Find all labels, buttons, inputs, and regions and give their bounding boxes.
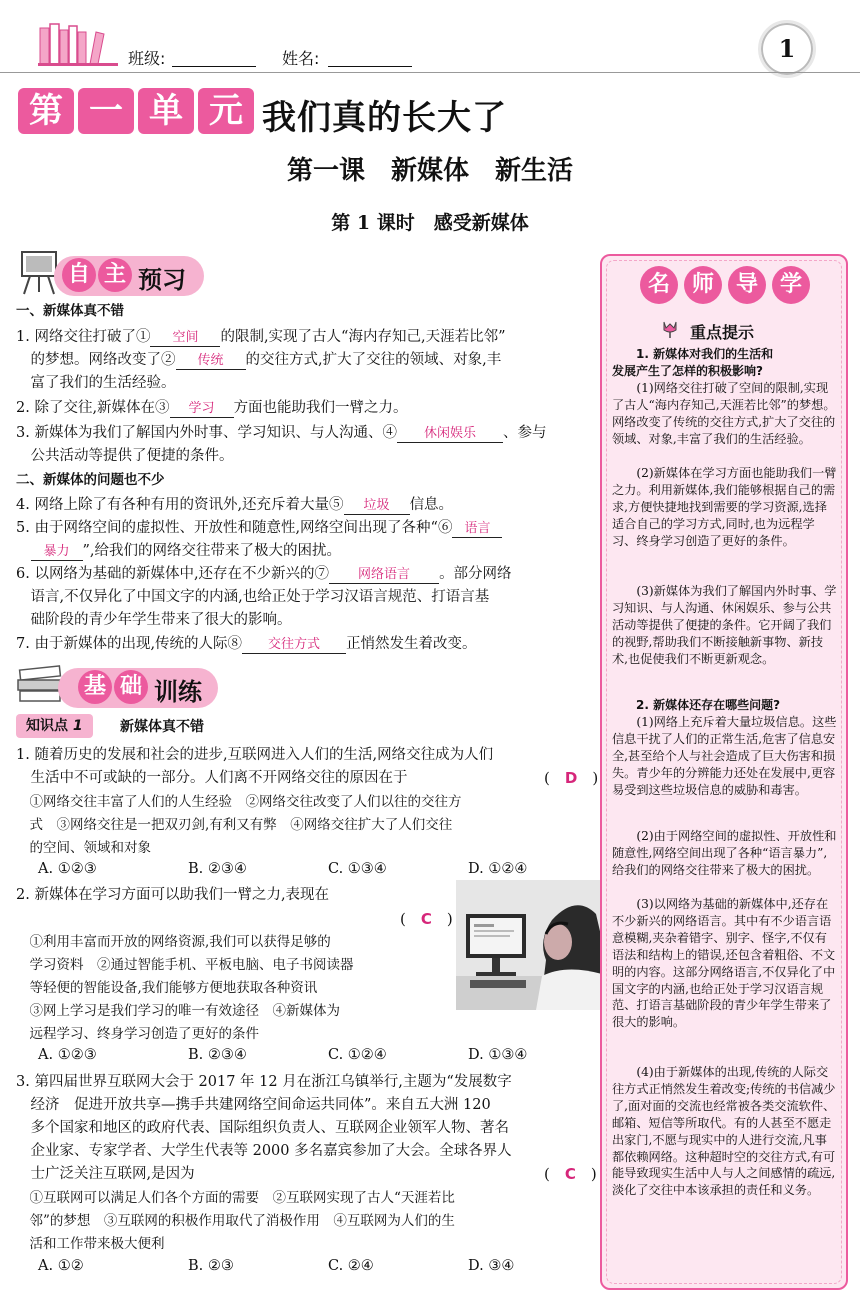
sidebar-paragraph: (3)新媒体为我们了解国内外时事、学习知识、与人沟通、休闲娱乐、参与公共活动等提供了便捷的条件。它开阔了我们的视野,帮助我们不断接触新事物、新技术,也促使我们不断更新观念。 [612,584,837,666]
unit-char: 第 [18,88,74,134]
q2-option-text: 等轻便的智能设备,我们能够方便地获取各种资讯 [29,980,318,996]
unit-title: 我们真的长大了 [262,98,507,138]
unit-badge [18,88,254,134]
sidebar-title-char: 师 [684,266,722,304]
choice-d[interactable]: D. ③④ [468,1258,515,1274]
stacked-books-icon [16,662,64,704]
q1-option-text: ①网络交往丰富了人们的人生经验 ②网络交往改变了人们以往的交往方 [29,794,462,810]
unit-char: 单 [138,88,194,134]
q1-option-text: 式 ③网络交往是一把双刃剑,有利又有弊 ④网络交往扩大了人们交往 [29,817,453,833]
books-icon [38,20,120,66]
tulip-icon [658,320,682,340]
preview-q3-line: 公共活动等提供了便捷的条件。 [30,448,234,464]
knowledge-point-title: 新媒体真不错 [120,719,204,735]
q3-stem: 士广泛关注互联网,是因为 [30,1166,195,1182]
preview-heading: 预习 [138,266,186,294]
sidebar-title-char: 名 [640,266,678,304]
q2-option-text: 远程学习、终身学习创造了更好的条件 [29,1026,259,1042]
header-divider [0,72,860,73]
choice-c[interactable]: C. ①③④ [328,861,387,877]
unit-char: 一 [78,88,134,134]
choice-b[interactable]: B. ②③④ [188,861,247,877]
preview-q7-line: 7. 由于新媒体的出现,传统的人际⑧ 交往方式 正悄然发生着改变。 [16,636,477,652]
sidebar-title [640,266,810,304]
preview-q1-line: 1. 网络交往打破了① 空间 的限制,实现了古人“海内存知己,天涯若比邻” [16,329,506,345]
answer-blank[interactable]: 传统 [176,352,246,370]
answer-blank[interactable]: 网络语言 [329,566,439,584]
training-badge-char: 础 [114,670,148,704]
sidebar-subtitle: 重点提示 [690,323,755,342]
preview-q6-line: 语言,不仅异化了中国文字的内涵,也给正处于学习汉语言规范、打语言基 [30,589,490,605]
sidebar-paragraph: (4)由于新媒体的出现,传统的人际交往方式正悄然发生着改变;传统的书信减少了,面对面的交流也经常被各类交流软件、邮箱、短信等所取代。有的人甚至不愿走出家门,不愿与现实中的人进行交流,凡事都依赖网络。这种超时空的交往方式,有可能导致现实生活中人与人之间感情的疏远,淡化了交往中本该承担的责任和义务。 [612,1065,836,1198]
sidebar-paragraph: (1)网络上充斥着大量垃圾信息。这些信息干扰了人们的正常生活,危害了信息安全,甚至给个人与社会造成了巨大伤害和损失。青少年的分辨能力还处在发展中,更容易受到这些垃圾信息的威胁和毒害。 [612,715,837,797]
q3-stem: 企业家、专家学者、大学生代表等 2000 多名嘉宾参加了大会。全球各界人 [30,1143,512,1159]
sidebar-heading: 1. 新媒体对我们的生活和 [636,347,774,361]
q1-option-text: 的空间、领域和对象 [29,840,151,856]
preview-q5-line: 暴力 ”,给我们的网络交往带来了极大的困扰。 [16,540,606,562]
q2-option-text: 学习资料 ②通过智能手机、平板电脑、电子书阅读器 [29,957,354,973]
q1-stem: 生活中不可或缺的一部分。人们离不开网络交往的原因在于 [30,770,408,786]
q3-answer[interactable]: ( C ) [544,1165,597,1183]
choice-c[interactable]: C. ②④ [328,1258,374,1274]
answer-blank[interactable]: 空间 [150,329,220,347]
answer-blank[interactable]: 学习 [170,400,234,418]
choice-a[interactable]: A. ①②③ [38,861,97,877]
preview-q3-line: 3. 新媒体为我们了解国内外时事、学习知识、与人沟通、④ 休闲娱乐 、参与 [16,425,547,441]
choice-b[interactable]: B. ②③ [188,1258,234,1274]
training-badge-char: 基 [78,670,112,704]
answer-blank[interactable]: 语言 [452,520,502,538]
q3-stem: 经济 促进开放共享—携手共建网络空间命运共同体”。来自五大洲 120 [30,1097,491,1113]
q3-option-text: ①互联网可以满足人们各个方面的需要 ②互联网实现了古人“天涯若比 [29,1190,455,1206]
preview-q5-line: 5. 由于网络空间的虚拟性、开放性和随意性,网络空间出现了各种“⑥ 语言 [16,517,606,539]
sidebar-paragraph: (3)以网络为基础的新媒体中,还存在不少新兴的网络语言。其中有不少语言语意模糊,夹杂着错字、别字、怪字,不仅有语法和结构上的错误,还包含着粗俗、不文明的内容。这部分网络语言,不仅异化了中国文字的内涵,也给正处于学习汉语言规范、打语言基础阶段的青少年学生带来了很大的影响。 [612,897,836,1030]
sidebar-paragraph: (2)由于网络空间的虚拟性、开放性和随意性,网络空间出现了各种“语言暴力”,给我们的网络交往带来了极大的困扰。 [612,829,837,877]
page-number: 1 [758,20,816,78]
choice-d[interactable]: D. ①②④ [468,861,528,877]
class-label: 班级: [128,49,166,68]
name-label: 姓名: [282,49,320,68]
q3-option-text: 活和工作带来极大便利 [29,1236,165,1252]
lesson-title: 第一课 新媒体 新生活 [286,156,573,186]
student-computer-photo [456,880,602,1010]
q3-option-text: 邻”的梦想 ③互联网的积极作用取代了消极作用 ④互联网为人们的生 [29,1213,455,1229]
preview-badge-char: 主 [98,258,132,292]
q3-stem: 多个国家和地区的政府代表、国际组织负责人、互联网企业领军人物、著名 [30,1120,509,1136]
answer-blank[interactable]: 交往方式 [242,636,346,654]
preview-q1-line: 富了我们的生活经验。 [30,375,176,391]
q1-answer[interactable]: ( D ) [544,769,599,787]
sidebar-title-char: 学 [772,266,810,304]
choice-c[interactable]: C. ①②④ [328,1047,387,1063]
preview-q6-line: 础阶段的青少年学生带来了很大的影响。 [30,612,292,628]
name-field[interactable] [328,66,412,67]
q1-stem: 1. 随着历史的发展和社会的进步,互联网进入人们的生活,网络交往成为人们 [16,747,494,763]
q2-option-text: ①利用丰富而开放的网络资源,我们可以获得足够的 [29,934,331,950]
q2-stem: 2. 新媒体在学习方面可以助我们一臂之力,表现在 [16,887,330,903]
knowledge-point-tag: 知识点 1 [16,714,93,738]
period-title: 第 1 课时 感受新媒体 [331,212,529,234]
sidebar-paragraph: (2)新媒体在学习方面也能助我们一臂之力。利用新媒体,我们能够根据自己的需求,方便快捷地找到需要的学习资源,选择适合自己的学习方式,同时,也为远程学习、终身学习创造了更好的条件。 [612,466,837,548]
unit-char: 元 [198,88,254,134]
q2-answer[interactable]: ( C ) [400,910,453,928]
section-heading: 一、新媒体真不错 [16,303,124,319]
class-field[interactable] [172,66,256,67]
preview-badge-char: 自 [62,258,96,292]
sidebar-paragraph: (1)网络交往打破了空间的限制,实现了古人“海内存知己,天涯若比邻”的梦想。网络改变了传统的交往方式,扩大了交往的领域、对象,丰富了我们的生活经验。 [612,381,836,446]
preview-q1-line: 的梦想。网络改变了② 传统 的交往方式,扩大了交往的领域、对象,丰 [30,352,502,368]
section-heading: 二、新媒体的问题也不少 [16,472,165,488]
choice-d[interactable]: D. ①③④ [468,1047,528,1063]
answer-blank[interactable]: 休闲娱乐 [397,425,503,443]
choice-b[interactable]: B. ②③④ [188,1047,247,1063]
sidebar-heading: 发展产生了怎样的积极影响? [612,364,763,378]
choice-a[interactable]: A. ①②③ [38,1047,97,1063]
preview-q6-line: 6. 以网络为基础的新媒体中,还存在不少新兴的⑦ 网络语言 。部分网络 [16,566,512,582]
training-heading: 训练 [154,678,202,706]
choice-a[interactable]: A. ①② [38,1258,84,1274]
preview-q2-line: 2. 除了交往,新媒体在③ 学习 方面也能助我们一臂之力。 [16,400,408,416]
answer-blank[interactable]: 垃圾 [344,497,410,515]
q3-stem: 3. 第四届世界互联网大会于 2017 年 12 月在浙江乌镇举行,主题为“发展数字 [16,1074,512,1090]
preview-q4-line: 4. 网络上除了有各种有用的资讯外,还充斥着大量⑤ 垃圾 信息。 [16,497,454,513]
sidebar-heading: 2. 新媒体还存在哪些问题? [636,698,781,712]
q2-option-text: ③网上学习是我们学习的唯一有效途径 ④新媒体为 [29,1003,340,1019]
sidebar-title-char: 导 [728,266,766,304]
answer-blank[interactable]: 暴力 [31,543,83,561]
